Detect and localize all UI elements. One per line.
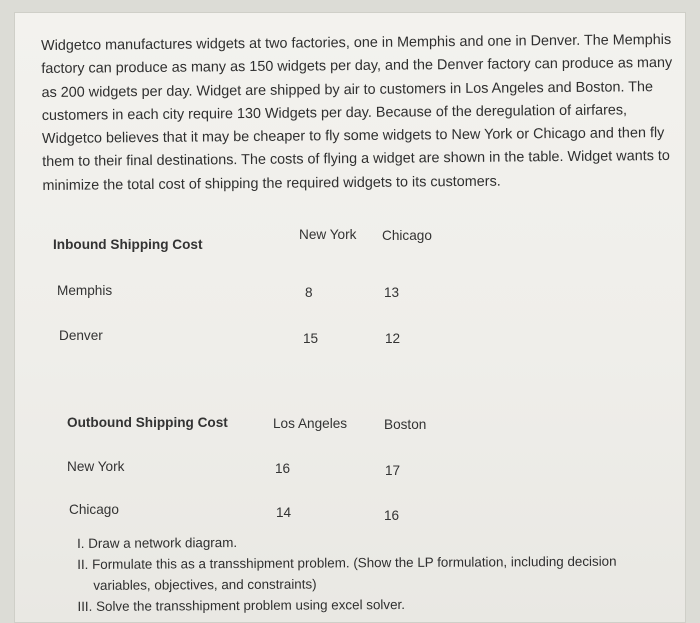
problem-line: as 200 widgets per day. Widget are shipped by air to customers in Los Angeles and Boston. The (41, 78, 654, 101)
outbound-cell-chicago-boston: 16 (384, 508, 400, 523)
question-item-continuation: variables, objectives, and constraints) (93, 576, 317, 593)
outbound-cell-chicago-los-angeles: 14 (276, 505, 292, 520)
outbound-table-title: Outbound Shipping Cost (67, 415, 228, 430)
problem-line: minimize the total cost of shipping the required widgets to its customers. (42, 173, 501, 194)
outbound-row-label-chicago: Chicago (69, 502, 119, 517)
inbound-cell-memphis-new-york: 8 (305, 285, 313, 300)
document-page (14, 12, 686, 623)
inbound-cell-denver-chicago: 12 (385, 331, 401, 346)
inbound-row-label-denver: Denver (59, 328, 103, 343)
inbound-col-chicago: Chicago (382, 228, 432, 243)
question-item: II. Formulate this as a transshipment problem. (Show the LP formulation, including decision (77, 553, 617, 572)
inbound-col-new-york: New York (299, 227, 357, 242)
question-item: I. Draw a network diagram. (77, 535, 238, 551)
problem-line: customers in each city require 130 Widgets per day. Because of the deregulation of airfares, (41, 102, 628, 124)
problem-line: factory can produce as many as 150 widgets per day, and the Denver factory can produce as many (41, 55, 673, 78)
outbound-col-los-angeles: Los Angeles (273, 416, 348, 431)
outbound-cell-new-york-los-angeles: 16 (275, 461, 291, 476)
problem-line: Widgetco believes that it may be cheaper to fly some widgets to New York or Chicago and then fly (41, 125, 665, 148)
inbound-row-label-memphis: Memphis (57, 283, 113, 298)
outbound-cell-new-york-boston: 17 (385, 463, 401, 478)
problem-statement (41, 29, 688, 198)
question-item: III. Solve the transshipment problem using excel solver. (77, 596, 405, 614)
outbound-row-label-new-york: New York (67, 459, 125, 474)
question-list (77, 530, 617, 617)
problem-line: them to their final destinations. The costs of flying a widget are shown in the table. Widget wants to (42, 148, 670, 171)
inbound-table-title: Inbound Shipping Cost (53, 237, 203, 252)
problem-line: Widgetco manufactures widgets at two factories, one in Memphis and one in Denver. The Memphis (41, 31, 672, 54)
inbound-cell-denver-new-york: 15 (303, 331, 319, 346)
inbound-cell-memphis-chicago: 13 (384, 285, 400, 300)
outbound-col-boston: Boston (384, 417, 427, 432)
